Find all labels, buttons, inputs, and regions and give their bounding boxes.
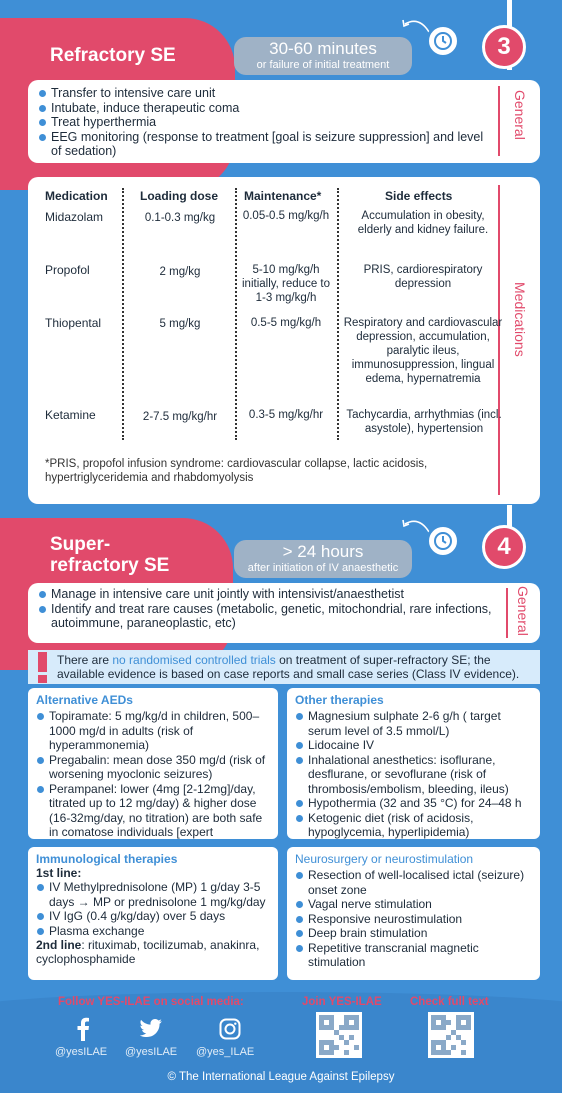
list-item: Identify and treat rare causes (metabolic, genetic, mitochondrial, rare infections, autoimmune, paraneoplastic, etc): [38, 602, 498, 631]
other-therapies-title: Other therapies: [295, 693, 384, 707]
alternative-aeds-list: [36, 709, 270, 840]
column-header-maintenance: Maintenance*: [244, 189, 322, 203]
list-item: Pregabalin: mean dose 350 mg/d (risk of worsening myoclonic seizures): [36, 753, 270, 782]
stage4-general-label: General: [515, 586, 531, 636]
list-item: Lidocaine IV: [295, 738, 532, 753]
list-item: Treat hyperthermia: [38, 115, 488, 130]
stage4-title-line2: refractory SE: [50, 555, 170, 576]
table-cell-maintenance: 0.5-5 mg/kg/h: [250, 317, 322, 329]
second-line: [36, 938, 270, 966]
warning-post: on treatment of super-refractory SE; the available evidence is based on case reports and small case series (Class IV evidence).: [57, 653, 520, 681]
neurosurgery-title: Neurosurgery or neurostimulation: [295, 852, 474, 866]
stage4-time-pill: [234, 540, 412, 578]
copyright: © The International League Against Epilepsy: [167, 1071, 395, 1083]
table-cell-medication: Propofol: [45, 263, 90, 277]
table-cell-medication: Thiopental: [45, 316, 102, 330]
facebook-handle[interactable]: @yesILAE: [55, 1046, 108, 1058]
second-line-label: 2nd line: [36, 938, 82, 952]
table-cell-loading: 0.1-0.3 mg/kg: [144, 212, 216, 224]
list-item: Inhalational anesthetics: isoflurane, desflurane, or sevoflurane (risk of thrombosis/embolism, bleeding, ileus): [295, 753, 532, 797]
table-cell-side-effects: Accumulation in obesity, elderly and kidney failure.: [357, 210, 489, 236]
alternative-aeds-card: [28, 688, 278, 839]
stage3-title: Refractory SE: [50, 45, 176, 66]
table-footnote: *PRIS, propofol infusion syndrome: cardiovascular collapse, lactic acidosis, hypertriglyceridemia and rhabdomyolysis: [45, 458, 428, 484]
list-item: Plasma exchange: [36, 924, 270, 939]
full-text-qr-code[interactable]: [428, 1012, 474, 1058]
table-separator: [337, 188, 339, 440]
second-line-text: : rituximab, tocilizumab, anakinra, cyclophosphamide: [36, 938, 260, 966]
join-title: Join YES-ILAE: [302, 996, 382, 1008]
clock-icon: [426, 524, 460, 558]
table-separator: [122, 188, 124, 440]
stage4-time-sub: after initiation of IV anaesthetic: [247, 562, 399, 574]
list-item: Perampanel: lower (4mg [2-12mg]/day, titrated up to 12 mg/day) & higher dose (16-32mg/day, no titration) are both safe in comatose individuals [expert: [36, 782, 270, 840]
stage3-number: 3: [482, 25, 526, 69]
table-cell-medication: Ketamine: [45, 408, 96, 422]
table-cell-loading: 2-7.5 mg/kg/hr: [142, 411, 218, 423]
list-item: Transfer to intensive care unit: [38, 86, 488, 101]
stage3-general-card: [28, 80, 540, 163]
other-therapies-list: [295, 709, 532, 840]
list-item: Vagal nerve stimulation: [295, 897, 532, 912]
warning-highlight: no randomised controlled trials: [112, 653, 276, 667]
stage3-medications-label: Medications: [512, 282, 528, 357]
table-cell-side-effects: PRIS, cardiorespiratory depression: [363, 264, 483, 290]
column-header-side-effects: Side effects: [385, 189, 453, 203]
table-cell-side-effects: Respiratory and cardiovascular depression, accumulation, paralytic ileus, immunosuppression, lingual edema, hypernatremia: [343, 317, 503, 385]
warning-icon: [38, 652, 47, 672]
list-item: Repetitive transcranial magnetic stimulation: [295, 941, 532, 970]
neurosurgery-list: [295, 868, 532, 970]
stage3-time-sub: or failure of initial treatment: [256, 59, 390, 71]
list-item: Ketogenic diet (risk of acidosis, hypoglycemia, hyperlipidemia): [295, 811, 532, 840]
join-qr-code[interactable]: [316, 1012, 362, 1058]
stage4-title-line1: Super-: [50, 534, 111, 555]
immunological-title: Immunological therapies: [36, 852, 178, 866]
stage3-time-pill: [234, 37, 412, 75]
list-item: IV Methylprednisolone (MP) 1 g/day 3-5 days → MP or prednisolone 1 mg/kg/day: [36, 880, 270, 909]
table-cell-maintenance: 0.05-0.5 mg/kg/h: [242, 210, 330, 222]
table-separator: [235, 188, 237, 440]
stage3-general-list: [38, 86, 488, 159]
list-item: Responsive neurostimulation: [295, 912, 532, 927]
stage4-general-list: [38, 587, 498, 631]
immunological-list: [36, 880, 270, 938]
twitter-icon[interactable]: [140, 1019, 162, 1037]
first-line-label: 1st line:: [36, 866, 82, 880]
facebook-icon[interactable]: [76, 1017, 90, 1041]
list-item: Hypothermia (32 and 35 °C) for 24–48 h: [295, 796, 532, 811]
warning-text: [57, 653, 537, 681]
list-item: Topiramate: 5 mg/kg/d in children, 500–1000 mg/d in adults (risk of hyperammonemia): [36, 709, 270, 753]
list-item: Deep brain stimulation: [295, 926, 532, 941]
immunological-therapies-card: [28, 847, 278, 980]
table-cell-medication: Midazolam: [45, 210, 104, 224]
alternative-aeds-title: Alternative AEDs: [36, 693, 133, 707]
table-cell-side-effects: Tachycardia, arrhythmias (incl. asystole), hypertension: [346, 409, 502, 435]
table-cell-maintenance: 0.3-5 mg/kg/hr: [248, 409, 324, 421]
section-divider: [506, 588, 508, 638]
warning-pre: There are: [57, 653, 113, 667]
stage4-time-main: > 24 hours: [282, 542, 364, 561]
twitter-handle[interactable]: @yesILAE: [125, 1046, 178, 1058]
list-item: IV IgG (0.4 g/kg/day) over 5 days: [36, 909, 270, 924]
table-cell-loading: 2 mg/kg: [159, 266, 201, 278]
list-item: Resection of well-localised ictal (seizure) onset zone: [295, 868, 532, 897]
list-item: EEG monitoring (response to treatment [goal is seizure suppression] and level of sedation): [38, 130, 488, 159]
column-header-loading: Loading dose: [140, 189, 218, 203]
stage4-number: 4: [482, 525, 526, 569]
warning-icon-dot: [38, 675, 47, 683]
check-title: Check full text: [410, 996, 489, 1008]
instagram-handle[interactable]: @yes_ILAE: [196, 1046, 255, 1058]
instagram-icon[interactable]: [219, 1018, 241, 1040]
stage4-title: [50, 534, 169, 576]
list-item: Magnesium sulphate 2-6 g/h ( target serum level of 3.5 mmol/L): [295, 709, 532, 738]
section-divider: [498, 86, 500, 156]
table-cell-loading: 5 mg/kg: [159, 318, 201, 330]
stage3-time-main: 30-60 minutes: [269, 39, 377, 58]
stage3-general-label: General: [512, 90, 528, 140]
other-therapies-card: [287, 688, 540, 839]
column-header-medication: Medication: [45, 189, 108, 203]
neurosurgery-card: [287, 847, 540, 980]
list-item: Manage in intensive care unit jointly with intensivist/anaesthetist: [38, 587, 498, 602]
list-item: Intubate, induce therapeutic coma: [38, 101, 488, 116]
follow-title: Follow YES-ILAE on social media:: [58, 996, 244, 1008]
table-cell-maintenance: 5-10 mg/kg/h initially, reduce to 1-3 mg/kg/h: [242, 264, 330, 304]
clock-icon: [426, 24, 460, 58]
stage4-general-card: [28, 583, 540, 643]
